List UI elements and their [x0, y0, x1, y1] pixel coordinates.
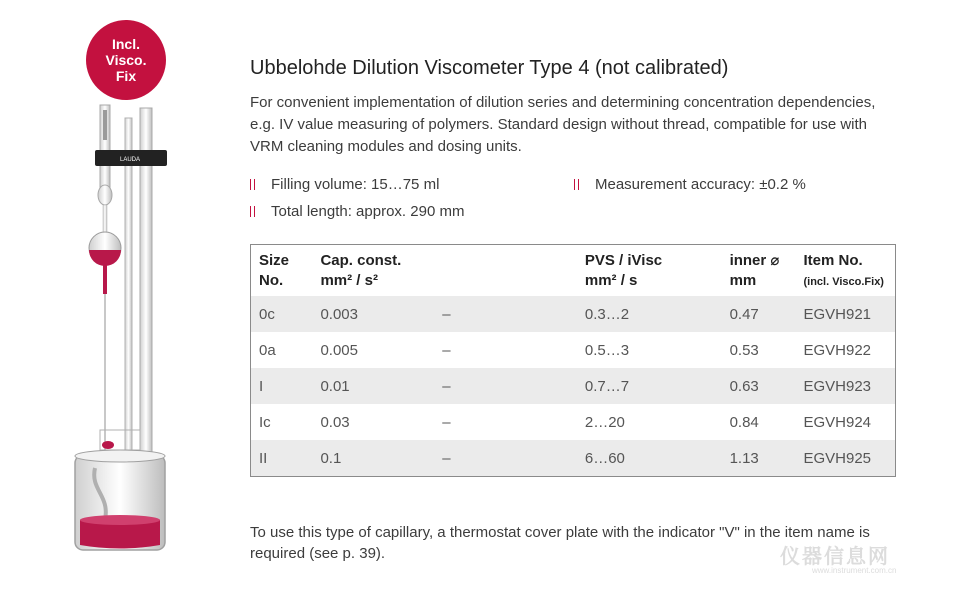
table-row [251, 296, 896, 332]
table-row [251, 440, 896, 477]
product-title: Ubbelohde Dilution Viscometer Type 4 (not calibrated) [250, 57, 729, 79]
spec-accuracy-text: Measurement accuracy: ±0.2 % [595, 176, 806, 193]
header-inner-diameter: inner ⌀ mm [722, 245, 796, 297]
header-cap-const: Cap. const. mm² / s² [312, 245, 434, 297]
cell-item-no: EGVH925 [795, 440, 895, 477]
spec-total-length [250, 203, 464, 220]
cell-dash: – [434, 404, 577, 440]
cell-cap-const: 0.003 [312, 296, 434, 332]
cell-dash: – [434, 368, 577, 404]
viscometer-illustration [60, 100, 190, 560]
cell-cap-const: 0.1 [312, 440, 434, 477]
cell-dash: – [434, 440, 577, 477]
cell-size: II [251, 440, 313, 477]
cell-size: 0a [251, 332, 313, 368]
cell-inner: 0.63 [722, 368, 796, 404]
header-pvs: PVS / iVisc mm² / s [577, 245, 722, 297]
cell-item-no: EGVH922 [795, 332, 895, 368]
cell-inner: 1.13 [722, 440, 796, 477]
cell-pvs: 2…20 [577, 404, 722, 440]
cell-size: I [251, 368, 313, 404]
badge-line-2: Visco. [105, 52, 147, 68]
cell-pvs: 0.3…2 [577, 296, 722, 332]
cell-item-no: EGVH921 [795, 296, 895, 332]
cell-pvs: 0.7…7 [577, 368, 722, 404]
double-bar-bullet-icon [250, 179, 255, 190]
cell-item-no: EGVH924 [795, 404, 895, 440]
cell-inner: 0.84 [722, 404, 796, 440]
cell-cap-const: 0.03 [312, 404, 434, 440]
cell-pvs: 6…60 [577, 440, 722, 477]
double-bar-bullet-icon [574, 179, 579, 190]
header-spacer [434, 245, 577, 297]
cell-dash: – [434, 296, 577, 332]
spec-total-length-text: Total length: approx. 290 mm [271, 203, 465, 220]
double-bar-bullet-icon [250, 206, 255, 217]
cell-pvs: 0.5…3 [577, 332, 722, 368]
cell-inner: 0.47 [722, 296, 796, 332]
header-item-no: Item No. (incl. Visco.Fix) [795, 245, 895, 297]
visco-fix-badge [86, 20, 166, 100]
cell-inner: 0.53 [722, 332, 796, 368]
watermark-url: www.instrument.com.cn [812, 566, 897, 575]
spec-filling-volume-text: Filling volume: 15…75 ml [271, 176, 440, 193]
product-description: For convenient implementation of dilution series and determining concentration dependencies, e.g. IV value measuring of polymers. Standard design without thread, compatible for use with VRM cleaning modules and dosing units. [250, 94, 876, 155]
spec-accuracy [574, 176, 806, 193]
cell-size: 0c [251, 296, 313, 332]
header-size: Size No. [251, 245, 313, 297]
spec-filling-volume [250, 176, 439, 193]
cell-cap-const: 0.005 [312, 332, 434, 368]
table-header-row [251, 245, 896, 297]
cell-item-no: EGVH923 [795, 368, 895, 404]
badge-line-1: Incl. [111, 36, 140, 52]
table-row [251, 368, 896, 404]
table-row [251, 404, 896, 440]
badge-line-3: Fix [115, 68, 137, 84]
cell-size: Ic [251, 404, 313, 440]
viscometer-table [250, 244, 896, 477]
holder-logo: LAUDA [120, 157, 141, 163]
cell-cap-const: 0.01 [312, 368, 434, 404]
watermark: 仪器信息网 [780, 546, 890, 568]
footer-note: To use this type of capillary, a thermostat cover plate with the indicator "V" in the item name is required (see p. 39). [250, 524, 870, 562]
cell-dash: – [434, 332, 577, 368]
table-row [251, 332, 896, 368]
